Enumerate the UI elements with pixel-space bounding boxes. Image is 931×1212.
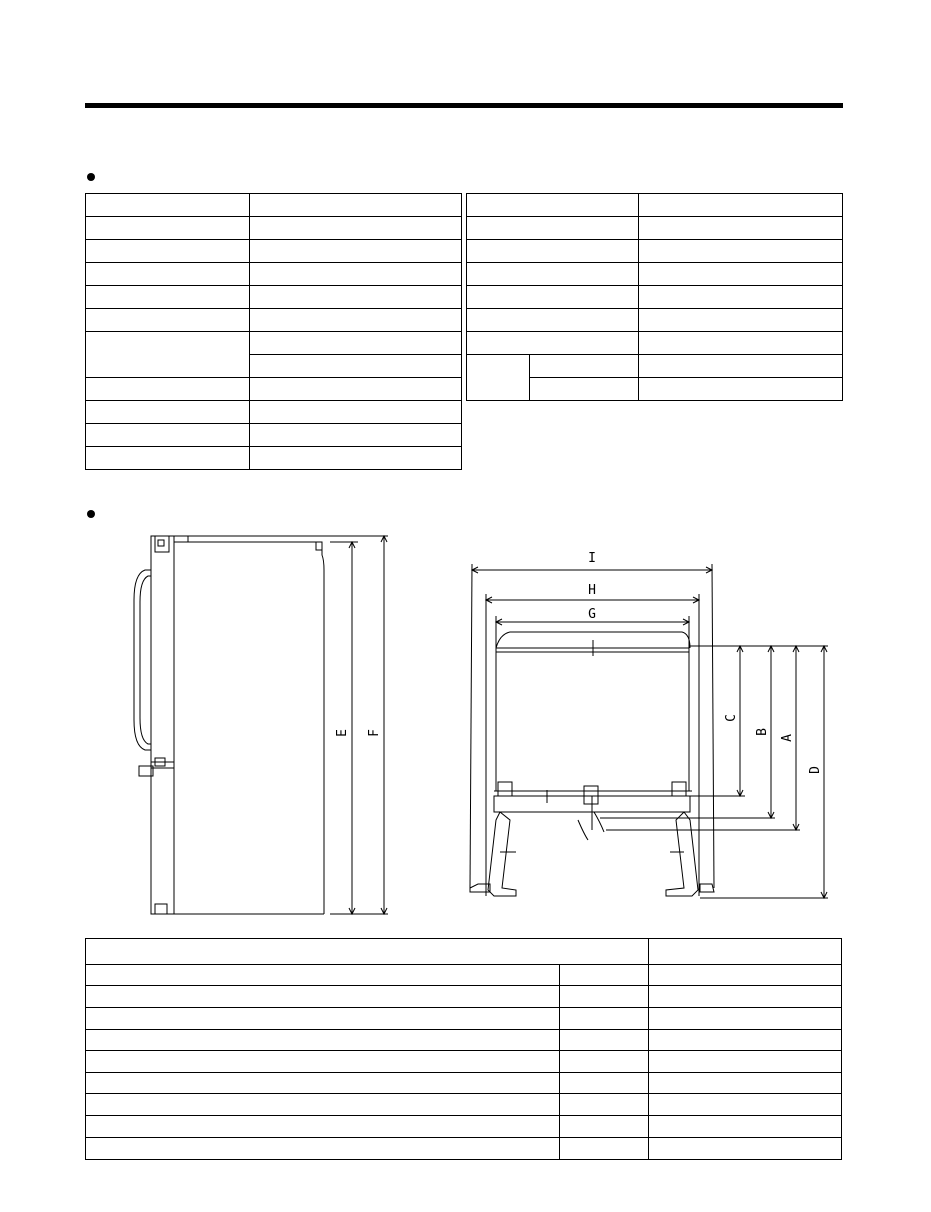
cabinet-back-edge [322, 542, 324, 914]
dim-label-G: G [588, 607, 596, 622]
dimension-cell [649, 1030, 842, 1051]
dimension-header-cell [649, 939, 842, 965]
dimension-cell [560, 986, 649, 1008]
dimension-cell [560, 1094, 649, 1116]
right-door-open [666, 812, 698, 896]
dimension-cell [649, 1073, 842, 1094]
dimension-cell [560, 1008, 649, 1030]
dimension-header-cell [86, 939, 649, 965]
dim-label-F: F [367, 729, 382, 737]
left-door-handle [470, 884, 490, 892]
top-hinge-cap [174, 536, 188, 542]
dimension-cell [649, 1138, 842, 1160]
dimension-cell [560, 1051, 649, 1073]
door-swing-arc [594, 812, 604, 832]
dimension-cell [86, 1008, 560, 1030]
dim-I-ext-left [470, 564, 472, 888]
top-view-drawing [470, 564, 828, 898]
center-hinge-top-view [584, 786, 598, 804]
dim-I-ext-right [712, 564, 714, 888]
dimension-cell [649, 1094, 842, 1116]
dimension-cell [86, 1116, 560, 1138]
dim-label-E: E [335, 729, 350, 737]
upper-door-handle-inner [140, 576, 151, 744]
dim-label-A: A [780, 734, 795, 742]
dimension-cell [86, 1138, 560, 1160]
left-hinge-top-view [498, 782, 512, 796]
dimension-cell [86, 965, 560, 986]
door-swing-arc-2 [578, 820, 588, 840]
dim-label-C: C [724, 714, 739, 722]
side-view-drawing [134, 536, 388, 914]
dimension-cell [86, 1073, 560, 1094]
dimension-cell [560, 1116, 649, 1138]
upper-door-handle [134, 570, 151, 750]
door-front-panel [151, 536, 174, 914]
dimension-cell [86, 1030, 560, 1051]
dimension-cell [86, 986, 560, 1008]
dim-label-B: B [755, 728, 770, 736]
cabinet-top-view [496, 648, 689, 791]
dimension-cell [560, 1138, 649, 1160]
dimension-cell [649, 1051, 842, 1073]
dimension-cell [86, 1051, 560, 1073]
dimension-cell [649, 986, 842, 1008]
left-door-open [488, 812, 516, 896]
dimension-cell [560, 1073, 649, 1094]
dim-label-H: H [588, 583, 596, 598]
dimension-cell [560, 1030, 649, 1051]
dim-label-D: D [808, 766, 823, 774]
dimension-cell [649, 1008, 842, 1030]
top-hinge-screw [158, 540, 164, 546]
top-hinge [155, 536, 169, 552]
dimension-cell [560, 965, 649, 986]
dimension-table [85, 938, 842, 1160]
rear-top-bracket [316, 542, 322, 550]
right-hinge-top-view [672, 782, 686, 796]
dimension-cell [86, 1094, 560, 1116]
dimension-cell [649, 1116, 842, 1138]
right-door-handle [700, 884, 714, 892]
bottom-hinge [155, 904, 167, 914]
dimension-cell [649, 965, 842, 986]
dim-label-I: I [588, 551, 596, 566]
